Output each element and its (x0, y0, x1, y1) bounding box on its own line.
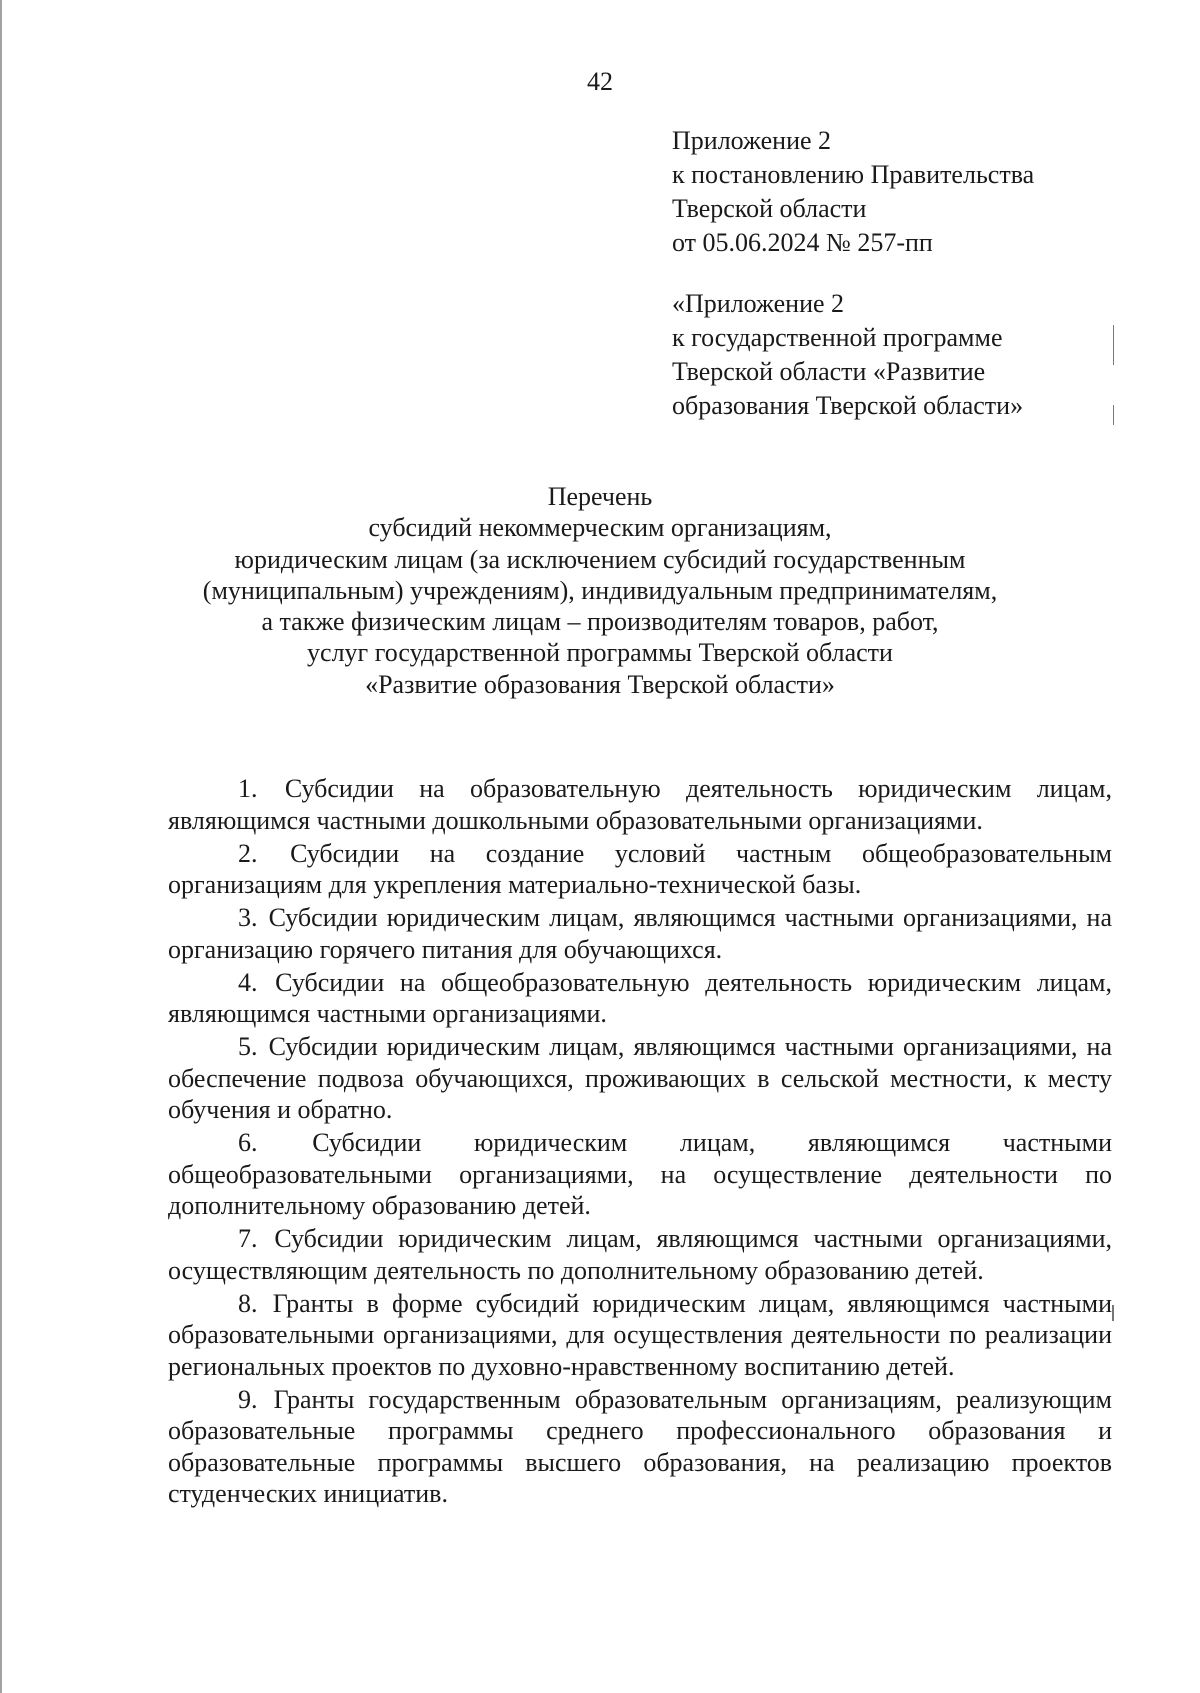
appendix-line: «Приложение 2 (672, 289, 845, 318)
approval-reference (672, 124, 1142, 260)
item-number: 3. (238, 903, 258, 932)
item-text: Субсидии на создание условий частным общеобразовательным организациям для укрепления материально-технической базы. (168, 838, 1112, 899)
page-number: 42 (587, 67, 613, 96)
title-line: услуг государственной программы Тверской области (307, 638, 893, 668)
list-item (168, 1288, 1112, 1383)
item-number: 7. (238, 1224, 258, 1253)
item-text: Субсидии юридическим лицам, являющимся частными организациями, на организацию горячего питания для обучающихся. (168, 903, 1113, 964)
item-number: 2. (238, 838, 258, 868)
list-item (168, 838, 1112, 901)
approval-line: от 05.06.2024 № 257-пп (672, 228, 933, 257)
approval-line: Тверской области (672, 194, 867, 223)
list-item (168, 967, 1112, 1030)
list-item (168, 1031, 1112, 1126)
item-number: 1. (238, 774, 258, 803)
item-text: Субсидии на образовательную деятельность юридическим лицам, являющимся частными дошкольными образовательными организациями. (168, 774, 1113, 835)
title-line: (муниципальным) учреждениям), индивидуальным предпринимателям, (202, 575, 998, 605)
approval-line: к постановлению Правительства (672, 160, 1035, 189)
title-line: юридическим лицам (за исключением субсидий государственным (234, 544, 966, 574)
list-item (168, 1384, 1112, 1510)
item-text: Гранты в форме субсидий юридическим лицам, являющимся частными образовательными организациями, для осуществления деятельности по реализации региональных проектов по духовно-нравственному воспитанию детей. (168, 1288, 1113, 1381)
item-text: Гранты государственным образовательным организациям, реализующим образовательные программы среднего профессионального образования и образовательные программы высшего образования, на реализацию проектов студенческих инициатив. (168, 1384, 1112, 1508)
item-text: Субсидии на общеобразовательную деятельность юридическим лицам, являющимся частными организациями. (168, 967, 1112, 1028)
item-number: 4. (238, 967, 258, 997)
item-text: Субсидии юридическим лицам, являющимся частными организациями, на обеспечение подвоза обучающихся, проживающих в сельской местности, к месту обучения и обратно. (168, 1032, 1113, 1124)
item-text: Субсидии юридическим лицам, являющимся частными общеобразовательными организациями, на осуществление деятельности по дополнительному образованию детей. (168, 1128, 1113, 1220)
scan-edge-line (0, 0, 2, 1693)
appendix-reference (672, 287, 1142, 423)
list-item (168, 902, 1112, 965)
scan-edge-mark (1112, 1305, 1114, 1321)
item-number: 9. (238, 1384, 258, 1414)
title-line: а также физическим лицам – производителям товаров, работ, (261, 607, 939, 637)
list-item (168, 1127, 1112, 1222)
item-number: 5. (238, 1032, 258, 1061)
item-number: 8. (238, 1288, 258, 1318)
item-text: Субсидии юридическим лицам, являющимся частными организациями, осуществляющим деятельность по дополнительному образованию детей. (168, 1224, 1113, 1285)
document-title (0, 481, 1200, 700)
appendix-line: Тверской области «Развитие (672, 357, 986, 386)
appendix-line: образования Тверской области» (672, 391, 1024, 420)
approval-line: Приложение 2 (672, 126, 832, 155)
list-item (168, 1223, 1112, 1286)
title-line: «Развитие образования Тверской области» (365, 669, 835, 699)
title-line: Перечень (547, 482, 653, 511)
subsidy-list (168, 773, 1112, 1511)
item-number: 6. (238, 1128, 258, 1157)
list-item (168, 773, 1112, 836)
title-line: субсидий некоммерческим организациям, (368, 513, 832, 543)
appendix-line: к государственной программе (672, 323, 1003, 352)
